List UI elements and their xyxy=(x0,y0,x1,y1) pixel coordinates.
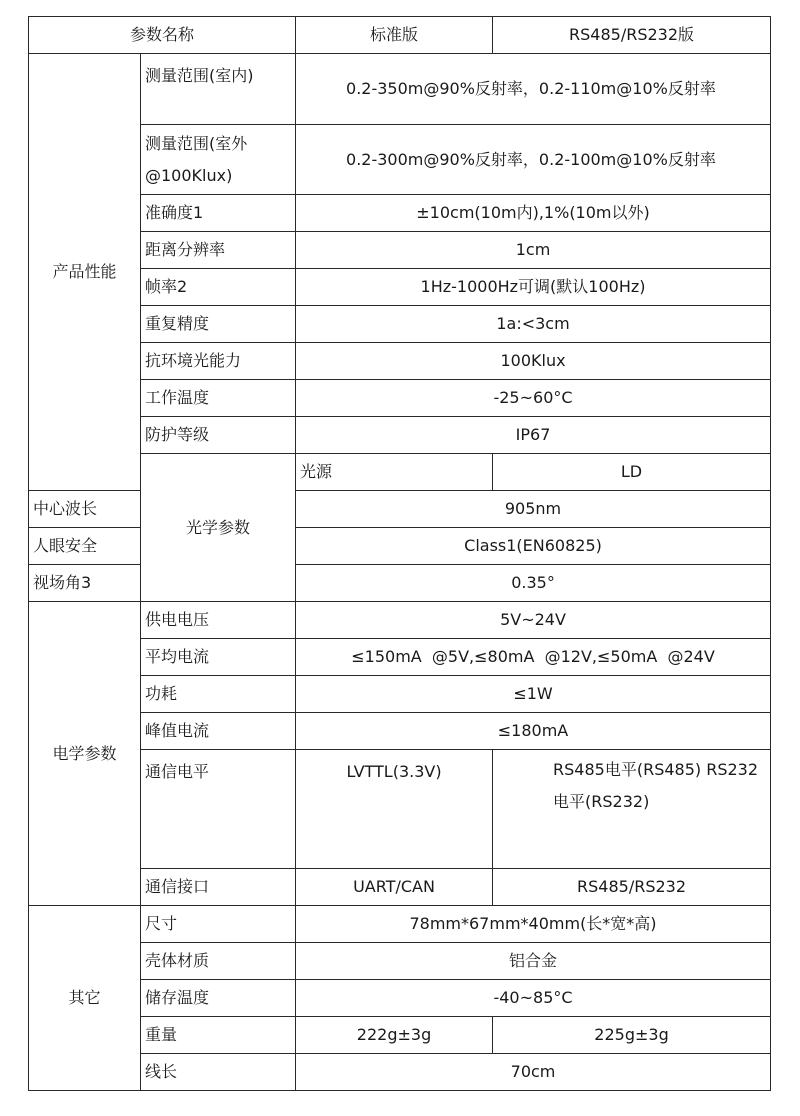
param-value: 0.2-300m@90%反射率，0.2-100m@10%反射率 xyxy=(296,125,771,195)
param-value: Class1(EN60825) xyxy=(296,528,771,565)
group-performance: 产品性能 xyxy=(29,54,141,491)
table-row xyxy=(29,602,771,639)
header-rs-version: RS485/RS232版 xyxy=(493,17,771,54)
table-row xyxy=(29,943,771,980)
table-row xyxy=(29,454,771,491)
table-row xyxy=(29,1017,771,1054)
header-row xyxy=(29,17,771,54)
spec-table xyxy=(28,16,771,1091)
param-label: 中心波长 xyxy=(29,491,141,528)
param-label: 尺寸 xyxy=(141,906,296,943)
param-label: 人眼安全 xyxy=(29,528,141,565)
param-label: 工作温度 xyxy=(141,380,296,417)
table-row xyxy=(29,125,771,195)
param-value: 1cm xyxy=(296,232,771,269)
table-row xyxy=(29,639,771,676)
param-value-rs: RS485/RS232 xyxy=(493,869,771,906)
param-label: 重复精度 xyxy=(141,306,296,343)
table-row xyxy=(29,306,771,343)
table-row xyxy=(29,343,771,380)
param-label: 准确度1 xyxy=(141,195,296,232)
param-value: -40~85°C xyxy=(296,980,771,1017)
param-label: 功耗 xyxy=(141,676,296,713)
param-label: 抗环境光能力 xyxy=(141,343,296,380)
table-row xyxy=(29,676,771,713)
param-label: 距离分辨率 xyxy=(141,232,296,269)
param-value: 78mm*67mm*40mm(长*宽*高) xyxy=(296,906,771,943)
table-row xyxy=(29,491,771,528)
param-label: 平均电流 xyxy=(141,639,296,676)
param-label: 线长 xyxy=(141,1054,296,1091)
param-value: ≤1W xyxy=(296,676,771,713)
table-row xyxy=(29,713,771,750)
table-row xyxy=(29,54,771,125)
param-value: 905nm xyxy=(296,491,771,528)
table-row xyxy=(29,528,771,565)
param-value: 70cm xyxy=(296,1054,771,1091)
table-row xyxy=(29,232,771,269)
param-value: 0.35° xyxy=(296,565,771,602)
param-value-standard: 222g±3g xyxy=(296,1017,493,1054)
param-value-standard: UART/CAN xyxy=(296,869,493,906)
param-value: 0.2-350m@90%反射率，0.2-110m@10%反射率 xyxy=(296,54,771,125)
group-other: 其它 xyxy=(29,906,141,1091)
table-row xyxy=(29,1054,771,1091)
param-label: 帧率2 xyxy=(141,269,296,306)
param-value: 100Klux xyxy=(296,343,771,380)
param-label: 储存温度 xyxy=(141,980,296,1017)
table-row xyxy=(29,869,771,906)
param-value: ≤180mA xyxy=(296,713,771,750)
param-value-rs: 225g±3g xyxy=(493,1017,771,1054)
param-label: 光源 xyxy=(296,454,493,491)
table-row xyxy=(29,980,771,1017)
table-row xyxy=(29,750,771,869)
table-row xyxy=(29,417,771,454)
group-optical: 光学参数 xyxy=(141,454,296,602)
table-row xyxy=(29,269,771,306)
param-value: 1a:<3cm xyxy=(296,306,771,343)
param-value: ±10cm(10m内),1%(10m以外) xyxy=(296,195,771,232)
param-value: ≤150mA @5V,≤80mA @12V,≤50mA @24V xyxy=(296,639,771,676)
param-label: 测量范围(室外@100Klux) xyxy=(141,125,296,195)
param-label: 峰值电流 xyxy=(141,713,296,750)
param-value-rs: RS485电平(RS485) RS232电平(RS232) xyxy=(493,750,771,869)
table-row xyxy=(29,565,771,602)
param-label: 壳体材质 xyxy=(141,943,296,980)
table-row xyxy=(29,906,771,943)
param-value-standard: LVTTL(3.3V) xyxy=(296,750,493,869)
param-value: IP67 xyxy=(296,417,771,454)
param-label: 测量范围(室内) xyxy=(141,54,296,125)
param-label: 防护等级 xyxy=(141,417,296,454)
param-value: LD xyxy=(493,454,771,491)
param-value: -25~60°C xyxy=(296,380,771,417)
param-label: 供电电压 xyxy=(141,602,296,639)
group-electrical: 电学参数 xyxy=(29,602,141,906)
table-row xyxy=(29,195,771,232)
header-standard: 标准版 xyxy=(296,17,493,54)
param-label: 重量 xyxy=(141,1017,296,1054)
header-param-name: 参数名称 xyxy=(29,17,296,54)
param-value: 5V~24V xyxy=(296,602,771,639)
table-row xyxy=(29,380,771,417)
param-label: 通信电平 xyxy=(141,750,296,869)
param-value: 铝合金 xyxy=(296,943,771,980)
param-label: 视场角3 xyxy=(29,565,141,602)
param-value: 1Hz-1000Hz可调(默认100Hz) xyxy=(296,269,771,306)
param-label: 通信接口 xyxy=(141,869,296,906)
